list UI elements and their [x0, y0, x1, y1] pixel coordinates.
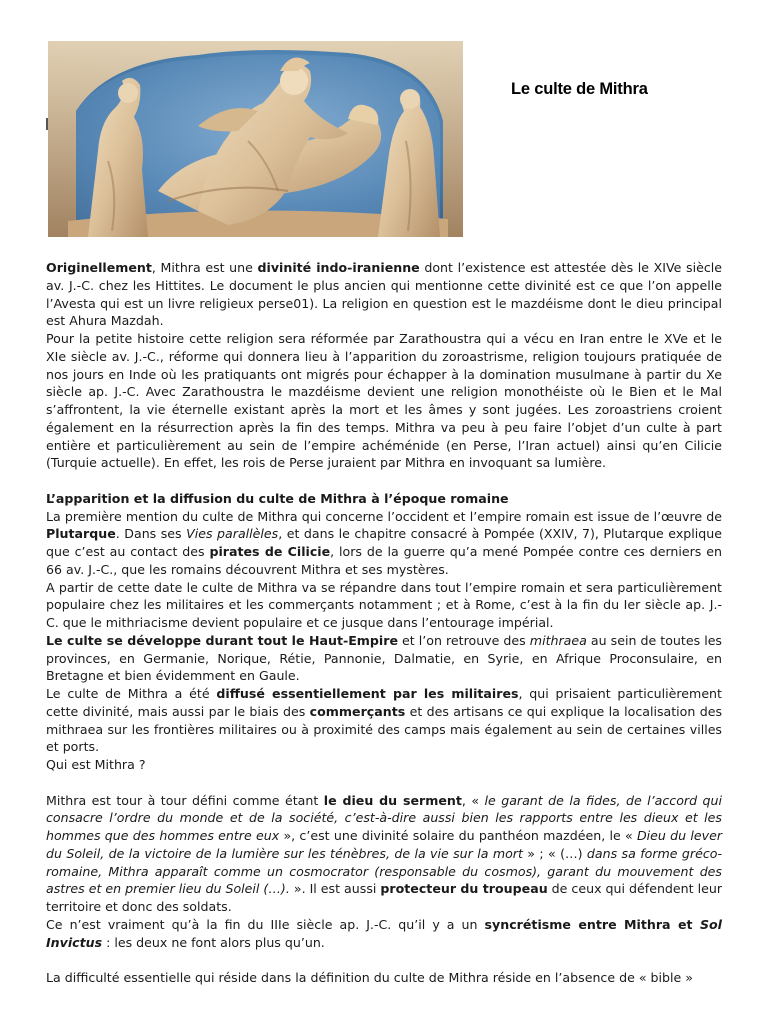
- stray-mark: [46, 118, 48, 130]
- text-run: ». Il est aussi: [289, 881, 381, 897]
- bold-text: Sol Invictus: [46, 916, 722, 950]
- paragraph-haut-empire: [46, 632, 722, 685]
- text-run: , «: [461, 792, 485, 808]
- text-run: La difficulté essentielle qui réside dans la définition du culte de Mithra réside en l’absence de « bible »: [46, 970, 693, 985]
- paragraph-syncretisme: [46, 916, 722, 952]
- text-run: Le culte de Mithra a été: [46, 686, 217, 701]
- paragraph-plutarque: [46, 508, 722, 579]
- text-run: Mithra est tour à tour défini comme étant: [46, 792, 324, 808]
- bold-text: diffusé essentiellement par les militaires: [216, 686, 519, 701]
- paragraph-rome: [46, 579, 722, 632]
- blank-line: [46, 951, 722, 969]
- paragraph-definition: [46, 792, 722, 916]
- text-run: Pour la petite histoire cette religion sera réformée par Zarathoustra qui a vécu en Iran entre le XVe et le XIe siècle av. J.-C., réforme qui donnera lieu à l’apparition du zoroastrisme, religion toujours pratiquée de nos jours en Inde où les pratiquants ont migrés pour échapper à la domination musulmane à partir du Xe siècle ap. J.-C. Avec Zarathoustra le mazdéisme devient une religion monothéiste où le Bien et le Mal s’affrontent, la vie éternelle existant après la mort et les âmes y sont jugées. Les zoroastriens croient également en la résurrection après la fin des temps. Mithra va peu à peu faire l’objet d’un culte à part entière et particulièrement au sein de l’empire achéménide (en Perse, l’Iran actuel) ainsi qu’en Cilicie (Turquie actuelle). En effet, les rois de Perse juraient par Mithra en invoquant sa lumière.: [46, 331, 722, 471]
- page-title: Le culte de Mithra: [511, 80, 648, 98]
- text-run: , lors de la guerre qu’a mené Pompée contre ces derniers en 66 av. J.-C., que les romains découvrent Mithra et ses mystères.: [46, 544, 722, 577]
- text-run: , Mithra est une: [151, 260, 258, 275]
- section-heading: [46, 490, 722, 508]
- mithras-relief-photo: [48, 41, 463, 237]
- text-run: Qui est Mithra ?: [46, 757, 146, 772]
- italic-text: Vies parallèles: [186, 526, 279, 542]
- text-run: : les deux ne font alors plus qu’un.: [102, 934, 325, 950]
- text-run: et des artisans ce qui explique la localisation des mithraea sur les frontières militaires ou à proximité des camps mais également au sein de certaines villes et ports.: [46, 703, 723, 755]
- bold-text: syncrétisme entre Mithra et: [484, 916, 700, 932]
- paragraph-diffusion: [46, 685, 722, 756]
- bold-text: Originellement: [46, 260, 152, 275]
- italic-text: dans sa forme gréco-romaine, Mithra apparaît comme un cosmocrator (responsable du cosmos), garant du mouvement des astres et en premier lieu du Soleil (…).: [46, 845, 723, 897]
- text-run: , qui prisaient particulièrement cette divinité, mais aussi par le biais des: [46, 686, 722, 719]
- bold-text: le dieu du serment: [323, 792, 462, 808]
- bold-text: L’apparition et la diffusion du culte de Mithra à l’époque romaine: [46, 490, 509, 506]
- italic-text: Dieu du lever du Soleil, de la victoire de la lumière sur les ténèbres, de la vie sur la mort: [46, 828, 723, 861]
- text-run: Ce n’est vraiment qu’à la fin du IIIe siècle ap. J.-C. qu’il y a un: [46, 916, 485, 932]
- text-run: au sein de toutes les provinces, en Germanie, Norique, Rétie, Pannonie, Dalmatie, en Syrie, en Afrique Proconsulaire, en Bretagne et bien évidemment en Gaule.: [46, 632, 722, 684]
- text-run: », c’est une divinité solaire du panthéon mazdéen, le «: [279, 828, 637, 843]
- bold-text: commerçants: [309, 703, 406, 719]
- text-run: et l’on retrouve des: [398, 632, 530, 648]
- bold-text: divinité indo-iranienne: [257, 260, 420, 275]
- bold-text: pirates de Cilicie: [209, 544, 331, 559]
- paragraph-zarathoustra: [46, 330, 722, 472]
- bold-text: Le culte se développe durant tout le Haut-Empire: [46, 632, 398, 648]
- italic-text: mithraea: [529, 632, 587, 648]
- text-run: La première mention du culte de Mithra qui concerne l’occident et l’empire romain est issue de l’œuvre de: [46, 508, 722, 524]
- italic-text: le garant de la fides, de l’accord qui consacre l’ordre du monde et de la société, c’est-à-dire aussi bien les rapports entre les dieux et les hommes que des hommes entre eux: [46, 792, 723, 843]
- text-run: de ceux qui défendent leur territoire et donc des soldats.: [46, 881, 723, 914]
- document-body: [46, 259, 722, 987]
- question-line: [46, 756, 722, 774]
- text-run: . Dans ses: [115, 526, 187, 542]
- text-run: A partir de cette date le culte de Mithra va se répandre dans tout l’empire romain et sera particulièrement populaire chez les militaires et les commerçants notamment ; et à Rome, c’est à la fin du Ier siècle ap. J.-C. que le mithriacisme devient populaire et ce jusque dans l’entourage impérial.: [46, 579, 722, 630]
- text-run: dont l’existence est attestée dès le XIVe siècle av. J.-C. chez les Hittites. Le document le plus ancien qui mentionne cette divinité est ce que l’on appelle l’Avesta qui est un livre religieux perse01). La religion en question est le mazdéisme dont le dieu principal est Ahura Mazdah.: [46, 260, 722, 329]
- blank-line: [46, 472, 722, 490]
- blank-line: [46, 774, 722, 792]
- text-run: » ; « (…): [522, 845, 587, 861]
- text-run: , et dans le chapitre consacré à Pompée (XXIV, 7), Plutarque explique que c’est au contact des: [46, 526, 722, 559]
- bold-text: Plutarque: [46, 526, 116, 542]
- paragraph-difficulte: [46, 969, 722, 987]
- paragraph-origins: [46, 259, 722, 330]
- bold-text: protecteur du troupeau: [380, 881, 548, 897]
